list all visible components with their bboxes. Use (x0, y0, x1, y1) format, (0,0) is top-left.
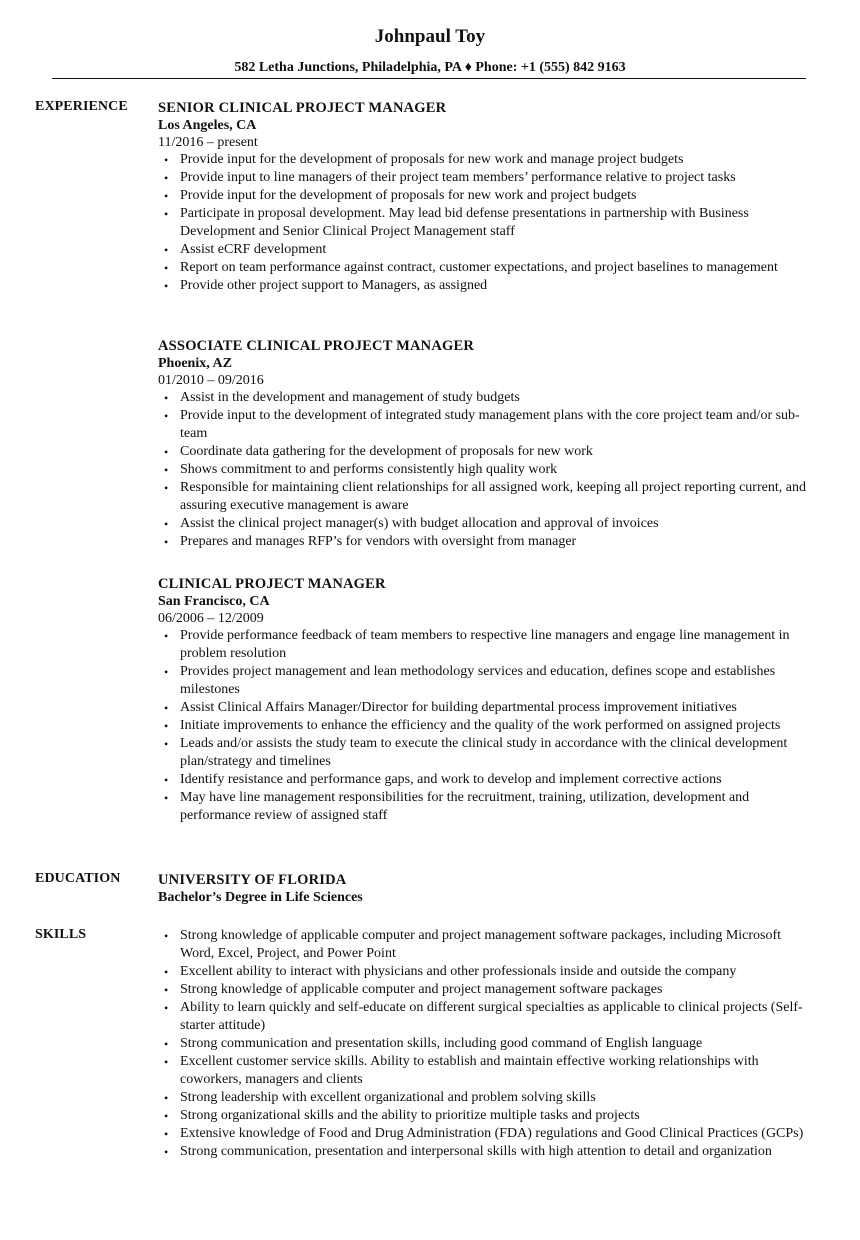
bullet-item (158, 533, 818, 551)
bullet-text: Provide performance feedback of team members to respective line managers and engage line management in problem resolution (180, 628, 790, 661)
bullet-icon: • (164, 737, 169, 751)
bullet-text: Provide other project support to Managers, as assigned (180, 278, 488, 293)
bullet-item (158, 1107, 818, 1125)
bullet-item (158, 187, 818, 205)
bullet-icon: • (164, 719, 169, 733)
bullet-icon: • (164, 445, 169, 459)
bullet-item (158, 205, 818, 241)
bullet-icon: • (164, 983, 169, 997)
bullet-icon: • (164, 929, 169, 943)
skills-heading: SKILLS (35, 927, 87, 942)
bullet-text: Participate in proposal development. May lead bid defense presentations in partnership with Business Development and Senior Clinical Project Management staff (180, 206, 749, 239)
bullet-icon: • (164, 391, 169, 405)
bullet-item (158, 1125, 818, 1143)
skills-entry (158, 927, 818, 1161)
experience-heading: EXPERIENCE (35, 99, 128, 114)
bullet-text: Strong communication and presentation skills, including good command of English language (180, 1036, 703, 1051)
bullet-icon: • (164, 243, 169, 257)
bullet-icon: • (164, 1001, 169, 1015)
education-heading: EDUCATION (35, 871, 121, 886)
job-location: Phoenix, AZ (158, 356, 232, 371)
bullet-item (158, 169, 818, 187)
bullet-item (158, 717, 818, 735)
bullet-text: Initiate improvements to enhance the efficiency and the quality of the work performed on assigned projects (180, 718, 781, 733)
job-bullets (158, 389, 818, 551)
job-title: ASSOCIATE CLINICAL PROJECT MANAGER (158, 338, 475, 354)
bullet-item (158, 443, 818, 461)
bullet-icon: • (164, 791, 169, 805)
bullet-icon: • (164, 207, 169, 221)
bullet-item (158, 789, 818, 825)
bullet-item (158, 999, 818, 1035)
bullet-text: Leads and/or assists the study team to execute the clinical study in accordance with the clinical development plan/strategy and timelines (180, 736, 788, 769)
bullet-item (158, 627, 818, 663)
job-dates: 06/2006 – 12/2009 (158, 611, 264, 626)
bullet-item (158, 277, 818, 295)
bullet-item (158, 241, 818, 259)
bullet-icon: • (164, 629, 169, 643)
bullet-icon: • (164, 1127, 169, 1141)
bullet-text: Provide input for the development of proposals for new work and manage project budgets (180, 152, 684, 167)
job-title: SENIOR CLINICAL PROJECT MANAGER (158, 100, 447, 116)
job-entry (158, 337, 818, 551)
bullet-text: Strong knowledge of applicable computer and project management software packages (180, 982, 663, 997)
bullet-icon: • (164, 171, 169, 185)
bullet-icon: • (164, 1091, 169, 1105)
job-bullets (158, 151, 818, 295)
bullet-icon: • (164, 701, 169, 715)
school-name: UNIVERSITY OF FLORIDA (158, 872, 347, 888)
job-bullets (158, 627, 818, 825)
bullet-text: Extensive knowledge of Food and Drug Administration (FDA) regulations and Good Clinical Practices (GCPs) (180, 1126, 804, 1141)
job-entry (158, 575, 818, 825)
job-dates: 11/2016 – present (158, 135, 258, 150)
education-entry (158, 871, 818, 907)
bullet-item (158, 735, 818, 771)
bullet-text: Prepares and manages RFP’s for vendors with oversight from manager (180, 534, 577, 549)
bullet-text: Ability to learn quickly and self-educate on different surgical specialties as applicable to clinical projects (Self-starter attitude) (180, 1000, 803, 1033)
bullet-text: Strong organizational skills and the ability to prioritize multiple tasks and projects (180, 1108, 640, 1123)
bullet-text: Assist Clinical Affairs Manager/Director for building departmental process improvement initiatives (180, 700, 737, 715)
bullet-text: Assist eCRF development (180, 242, 327, 257)
bullet-item (158, 151, 818, 169)
bullet-text: Provide input for the development of proposals for new work and project budgets (180, 188, 637, 203)
resume-name: Johnpaul Toy (374, 26, 486, 47)
skills-bullets (158, 927, 818, 1161)
bullet-text: Strong knowledge of applicable computer and project management software packages, including Microsoft Word, Excel, Project, and Power Point (180, 928, 782, 961)
bullet-text: Excellent ability to interact with physicians and other professionals inside and outside the company (180, 964, 737, 979)
bullet-text: Responsible for maintaining client relationships for all assigned work, keeping all project reporting current, and assuring executive management is aware (180, 480, 806, 513)
bullet-text: Excellent customer service skills. Ability to establish and maintain effective working relationships with coworkers, managers and clients (180, 1054, 759, 1087)
bullet-icon: • (164, 409, 169, 423)
bullet-item (158, 1143, 818, 1161)
bullet-icon: • (164, 535, 169, 549)
degree: Bachelor’s Degree in Life Sciences (158, 890, 363, 905)
bullet-icon: • (164, 517, 169, 531)
bullet-item (158, 771, 818, 789)
job-entry (158, 99, 818, 295)
bullet-icon: • (164, 965, 169, 979)
bullet-text: Strong communication, presentation and interpersonal skills with high attention to detail and organization (180, 1144, 772, 1159)
bullet-icon: • (164, 189, 169, 203)
bullet-text: Assist the clinical project manager(s) with budget allocation and approval of invoices (180, 516, 659, 531)
bullet-icon: • (164, 1109, 169, 1123)
bullet-text: Coordinate data gathering for the development of proposals for new work (180, 444, 593, 459)
bullet-icon: • (164, 153, 169, 167)
bullet-text: Report on team performance against contract, customer expectations, and project baselines to management (180, 260, 778, 275)
bullet-icon: • (164, 1145, 169, 1159)
job-location: Los Angeles, CA (158, 118, 257, 133)
bullet-item (158, 1053, 818, 1089)
bullet-item (158, 259, 818, 277)
bullet-text: May have line management responsibilities for the recruitment, training, utilization, development and performance review of assigned staff (180, 790, 750, 823)
bullet-item (158, 389, 818, 407)
bullet-item (158, 461, 818, 479)
job-dates: 01/2010 – 09/2016 (158, 373, 264, 388)
bullet-icon: • (164, 463, 169, 477)
bullet-item (158, 699, 818, 717)
bullet-text: Provide input to line managers of their project team members’ performance relative to project tasks (180, 170, 736, 185)
bullet-item (158, 407, 818, 443)
bullet-icon: • (164, 1055, 169, 1069)
job-location: San Francisco, CA (158, 594, 270, 609)
bullet-text: Shows commitment to and performs consistently high quality work (180, 462, 558, 477)
bullet-icon: • (164, 481, 169, 495)
header-divider (52, 78, 806, 79)
bullet-icon: • (164, 261, 169, 275)
job-title: CLINICAL PROJECT MANAGER (158, 576, 386, 592)
bullet-text: Identify resistance and performance gaps, and work to develop and implement corrective actions (180, 772, 722, 787)
bullet-text: Provides project management and lean methodology services and education, defines scope and establishes milestones (180, 664, 776, 697)
bullet-icon: • (164, 773, 169, 787)
bullet-text: Assist in the development and management of study budgets (180, 390, 520, 405)
bullet-item (158, 1035, 818, 1053)
bullet-text: Strong leadership with excellent organizational and problem solving skills (180, 1090, 596, 1105)
bullet-item (158, 663, 818, 699)
bullet-item (158, 927, 818, 963)
bullet-item (158, 1089, 818, 1107)
contact-line: 582 Letha Junctions, Philadelphia, PA ♦ Phone: +1 (555) 842 9163 (234, 60, 626, 75)
bullet-item (158, 981, 818, 999)
bullet-text: Provide input to the development of integrated study management plans with the core project team and/or sub-team (180, 408, 800, 441)
bullet-icon: • (164, 279, 169, 293)
bullet-item (158, 479, 818, 515)
bullet-icon: • (164, 665, 169, 679)
bullet-icon: • (164, 1037, 169, 1051)
bullet-item (158, 963, 818, 981)
bullet-item (158, 515, 818, 533)
